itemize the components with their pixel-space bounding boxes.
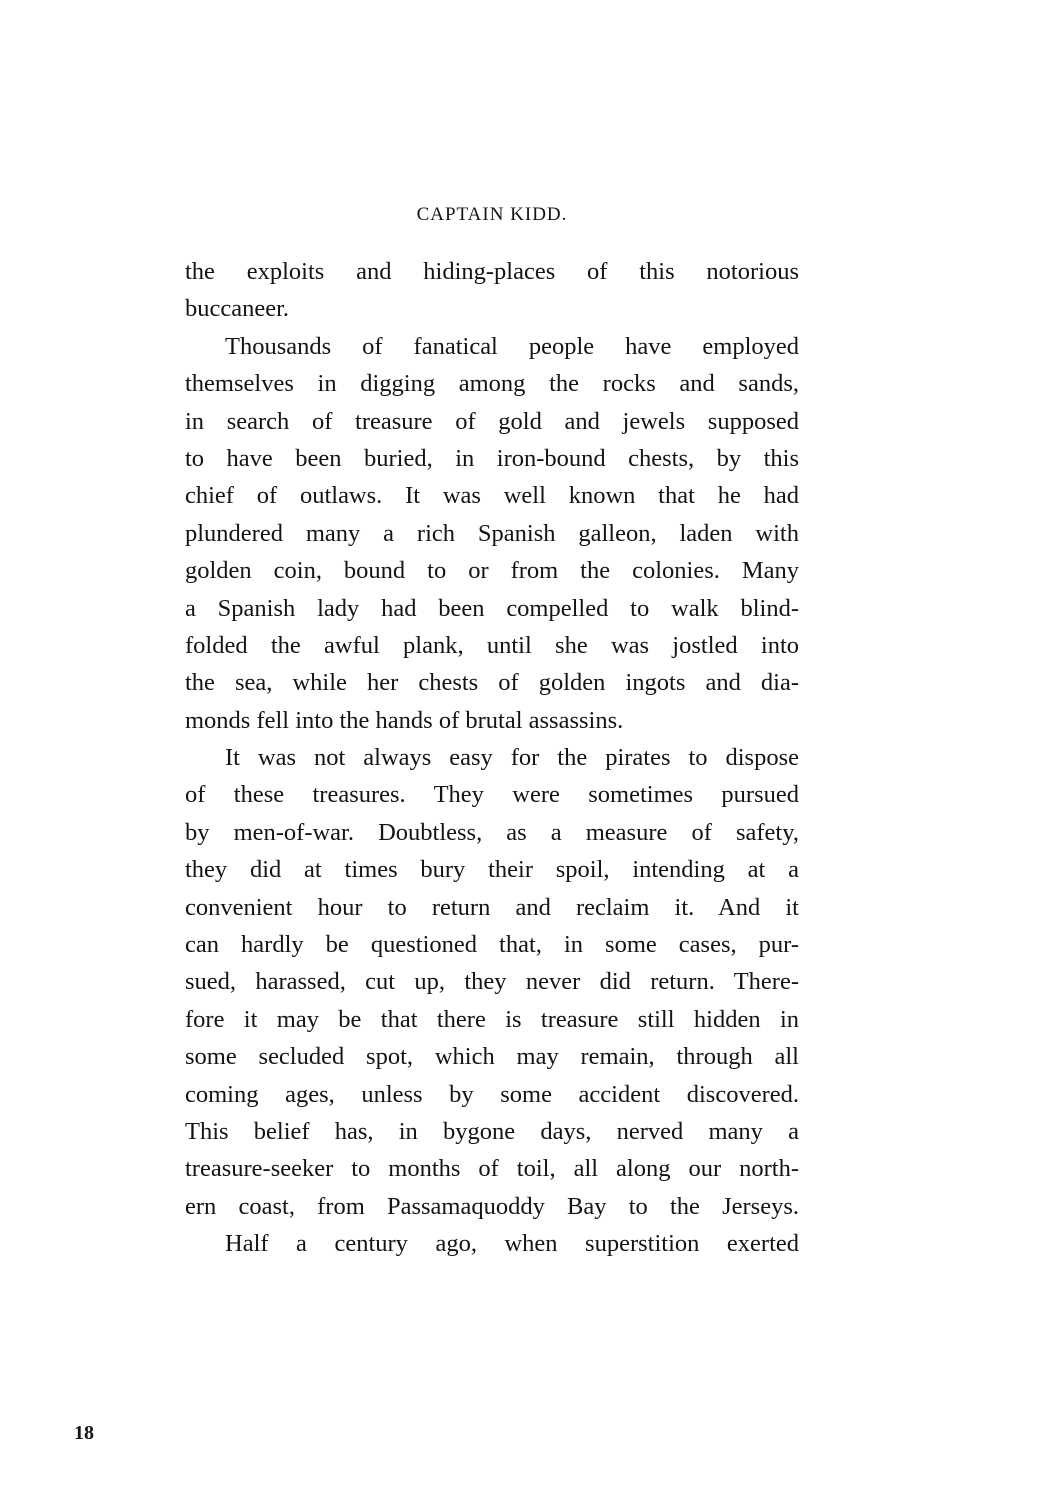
- text-line: golden coin, bound to or from the colonies. Many: [185, 557, 799, 585]
- text-line: to have been buried, in iron-bound chests, by this: [185, 444, 799, 472]
- text-line: chief of outlaws. It was well known that he had: [185, 482, 799, 510]
- text-line: by men-of-war. Doubtless, as a measure of safety,: [185, 818, 799, 846]
- text-line: convenient hour to return and reclaim it. And it: [185, 893, 799, 921]
- text-line: coming ages, unless by some accident discovered.: [185, 1080, 799, 1108]
- text-line: some secluded spot, which may remain, through all: [185, 1043, 799, 1071]
- text-line: buccaneer.: [185, 295, 290, 323]
- text-line: they did at times bury their spoil, intending at a: [185, 856, 799, 884]
- text-line: Thousands of fanatical people have employed: [225, 332, 799, 360]
- text-line: plundered many a rich Spanish galleon, laden with: [185, 519, 799, 547]
- text-line: It was not always easy for the pirates to dispose: [225, 744, 799, 772]
- text-line: fore it may be that there is treasure still hidden in: [185, 1005, 799, 1033]
- text-line: treasure-seeker to months of toil, all along our north-: [185, 1155, 799, 1183]
- text-line: the sea, while her chests of golden ingots and dia-: [185, 669, 799, 697]
- text-line: folded the awful plank, until she was jostled into: [185, 631, 799, 659]
- text-line: the exploits and hiding-places of this notorious: [185, 258, 799, 285]
- page-number: 18: [74, 1422, 94, 1444]
- text-line: sued, harassed, cut up, they never did return. There-: [185, 968, 799, 996]
- text-line: of these treasures. They were sometimes pursued: [185, 781, 799, 809]
- text-line: a Spanish lady had been compelled to walk blind-: [185, 594, 799, 622]
- text-line: This belief has, in bygone days, nerved many a: [185, 1117, 799, 1145]
- text-line: Half a century ago, when superstition exerted: [225, 1230, 799, 1258]
- text-line: themselves in digging among the rocks and sands,: [185, 370, 799, 398]
- text-line: ern coast, from Passamaquoddy Bay to the Jerseys.: [185, 1192, 799, 1220]
- body-text: [185, 253, 799, 1263]
- text-line: in search of treasure of gold and jewels supposed: [185, 407, 799, 435]
- running-head: CAPTAIN KIDD.: [416, 204, 568, 225]
- text-line: can hardly be questioned that, in some cases, pur-: [185, 931, 799, 959]
- text-line: monds fell into the hands of brutal assassins.: [185, 706, 624, 734]
